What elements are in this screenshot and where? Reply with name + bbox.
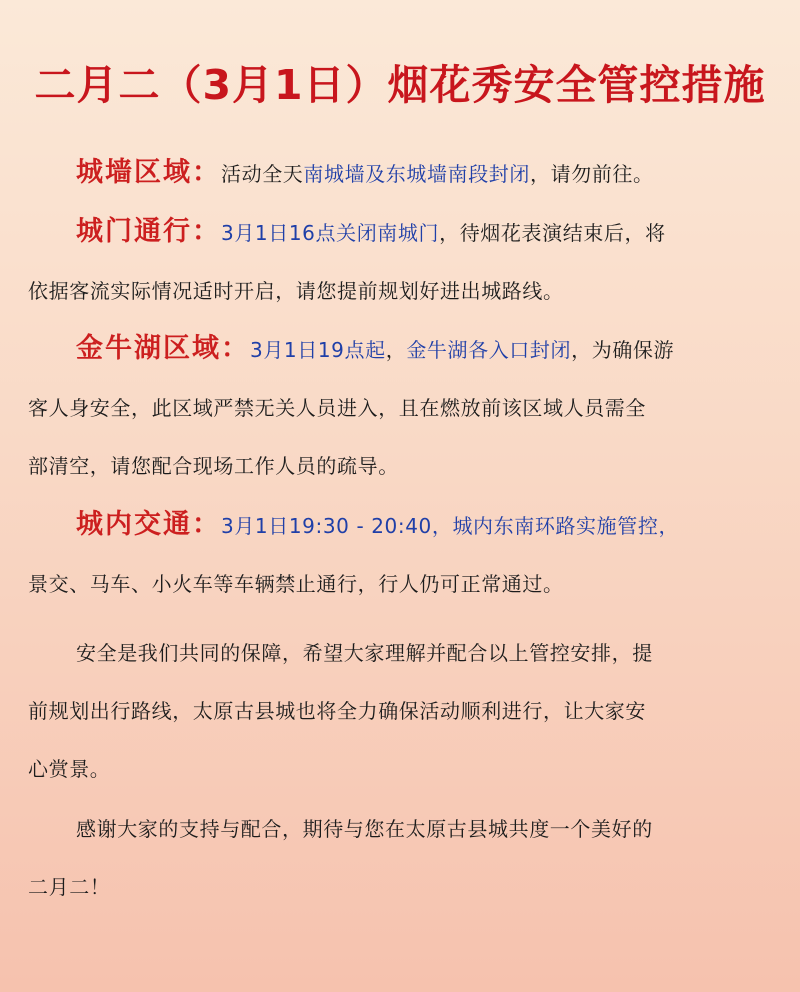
closing-text: 感谢大家的支持与配合，期待与您在太原古县城共度一个美好的 [76, 817, 653, 841]
section-city-wall [28, 144, 776, 203]
section-text: ，待烟花表演结束后，将 [439, 221, 666, 245]
closing-paragraph [28, 624, 776, 798]
section-highlight: 3月1日19点起 [250, 338, 386, 362]
page-title: 二月二（3月1日）烟花秀安全管控措施 [34, 61, 766, 109]
section-text: 活动全天 [221, 162, 304, 186]
section-jinniu-lake [28, 320, 776, 495]
section-highlight: 南城墙及东城墙南段封闭 [303, 162, 531, 186]
section-heading: 金牛湖区域： [76, 333, 250, 364]
section-heading: 城门通行： [76, 216, 221, 247]
closing-text: 安全是我们共同的保障，希望大家理解并配合以上管控安排，提 [76, 641, 653, 665]
closing-text: 心赏景。 [28, 757, 111, 781]
section-highlight: 3月1日19:30 - 20:40，城内东南环路实施管控， [221, 514, 680, 538]
section-heading: 城内交通： [76, 509, 221, 540]
section-text: 客人身安全，此区域严禁无关人员进入，且在燃放前该区域人员需全 [28, 396, 646, 420]
closing-text: 前规划出行路线，太原古县城也将全力确保活动顺利进行，让大家安 [28, 699, 646, 723]
section-highlight: 3月1日16点关闭南城门 [221, 221, 440, 245]
section-text: ，为确保游 [571, 338, 675, 362]
section-text: ， [385, 338, 407, 362]
thanks-paragraph [28, 800, 776, 916]
closing-text: 二月二！ [28, 875, 111, 899]
section-inner-traffic [28, 496, 776, 613]
section-text: 景交、马车、小火车等车辆禁止通行，行人仍可正常通过。 [28, 572, 564, 596]
section-highlight: 金牛湖各入口封闭 [406, 338, 572, 362]
section-text: 依据客流实际情况适时开启，请您提前规划好进出城路线。 [28, 279, 564, 303]
section-city-gate [28, 203, 776, 320]
section-text: ，请勿前往。 [530, 162, 654, 186]
section-text: 部清空，请您配合现场工作人员的疏导。 [28, 454, 399, 478]
section-heading: 城墙区域： [76, 157, 221, 188]
